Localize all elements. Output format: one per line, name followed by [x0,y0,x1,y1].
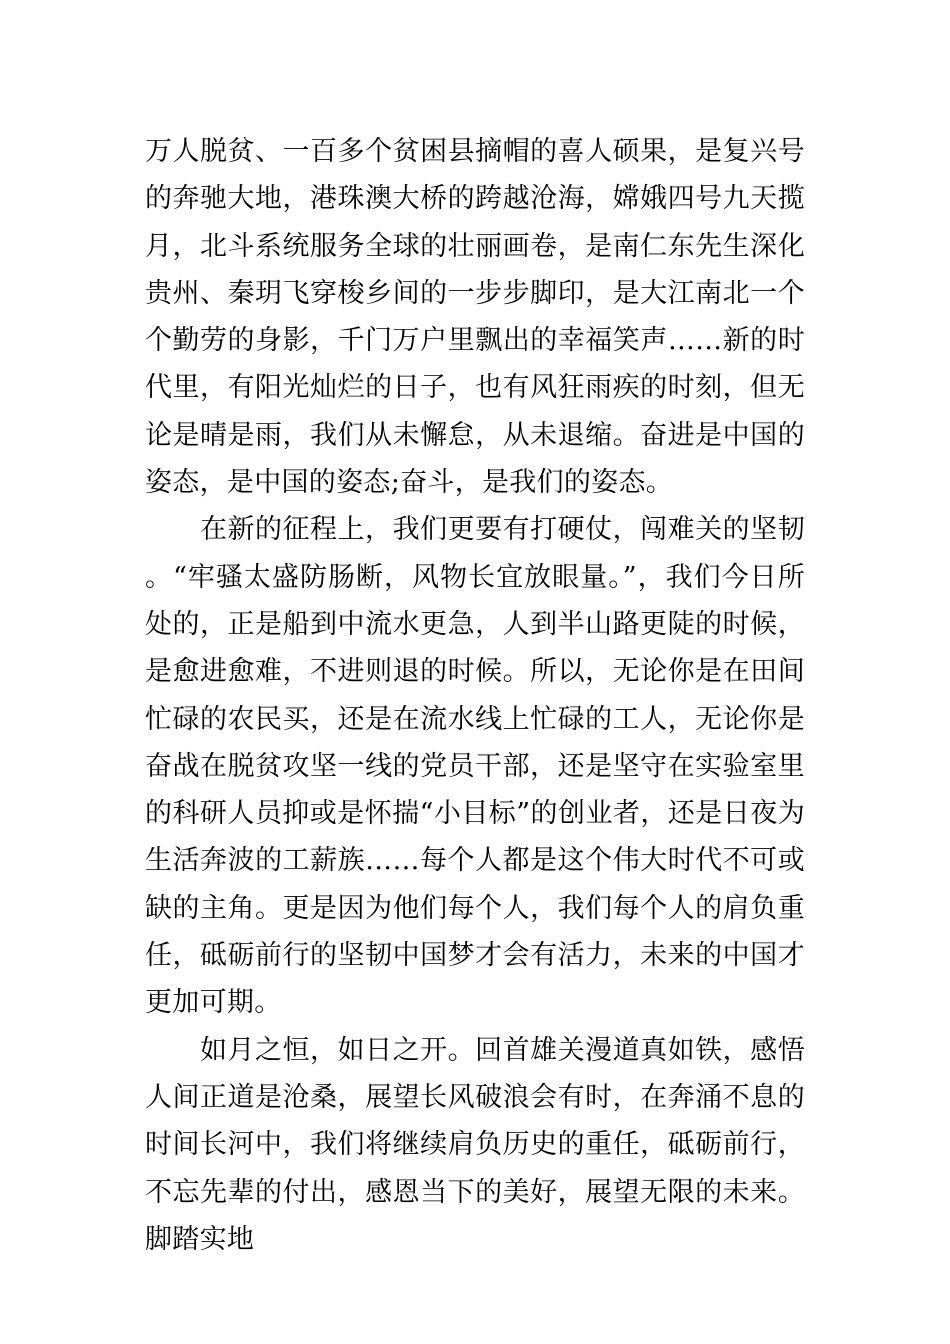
paragraph-1: 万人脱贫、一百多个贫困县摘帽的喜人硕果，是复兴号的奔驰大地，港珠澳大桥的跨越沧海，嫦娥四号九天揽月，北斗系统服务全球的壮丽画卷，是南仁东先生深化贵州、秦玥飞穿梭乡间的一步步脚印，是大江南北一个个勤劳的身影，千门万户里飘出的幸福笑声……新的时代里，有阳光灿烂的日子，也有风狂雨疾的时刻，但无论是晴是雨，我们从未懈怠，从未退缩。奋进是中国的姿态，是中国的姿态;奋斗，是我们的姿态。 [145,136,805,499]
paragraph-2: 在新的征程上，我们更要有打硬仗，闯难关的坚韧。“牢骚太盛防肠断，风物长宜放眼量。”，我们今日所处的，正是船到中流水更急，人到半山路更陡的时候，是愈进愈难，不进则退的时候。所以，无论你是在田间忙碌的农民买，还是在流水线上忙碌的工人，无论你是奋战在脱贫攻坚一线的党员干部，还是坚守在实验室里的科研人员抑或是怀揣“小目标”的创业者，还是日夜为生活奔波的工薪族……每个人都是这个伟大时代不可或缺的主角。更是因为他们每个人，我们每个人的肩负重任，砥砺前行的坚韧中国梦才会有活力，未来的中国才更加可期。 [145,514,805,1019]
paragraph-3: 如月之恒，如日之开。回首雄关漫道真如铁，感悟人间正道是沧桑，展望长风破浪会有时，在奔涌不息的时间长河中，我们将继续肩负历史的重任，砥砺前行，不忘先辈的付出，感恩当下的美好，展望无限的未来。脚踏实地 [145,1034,805,1255]
document-page [145,128,805,1263]
